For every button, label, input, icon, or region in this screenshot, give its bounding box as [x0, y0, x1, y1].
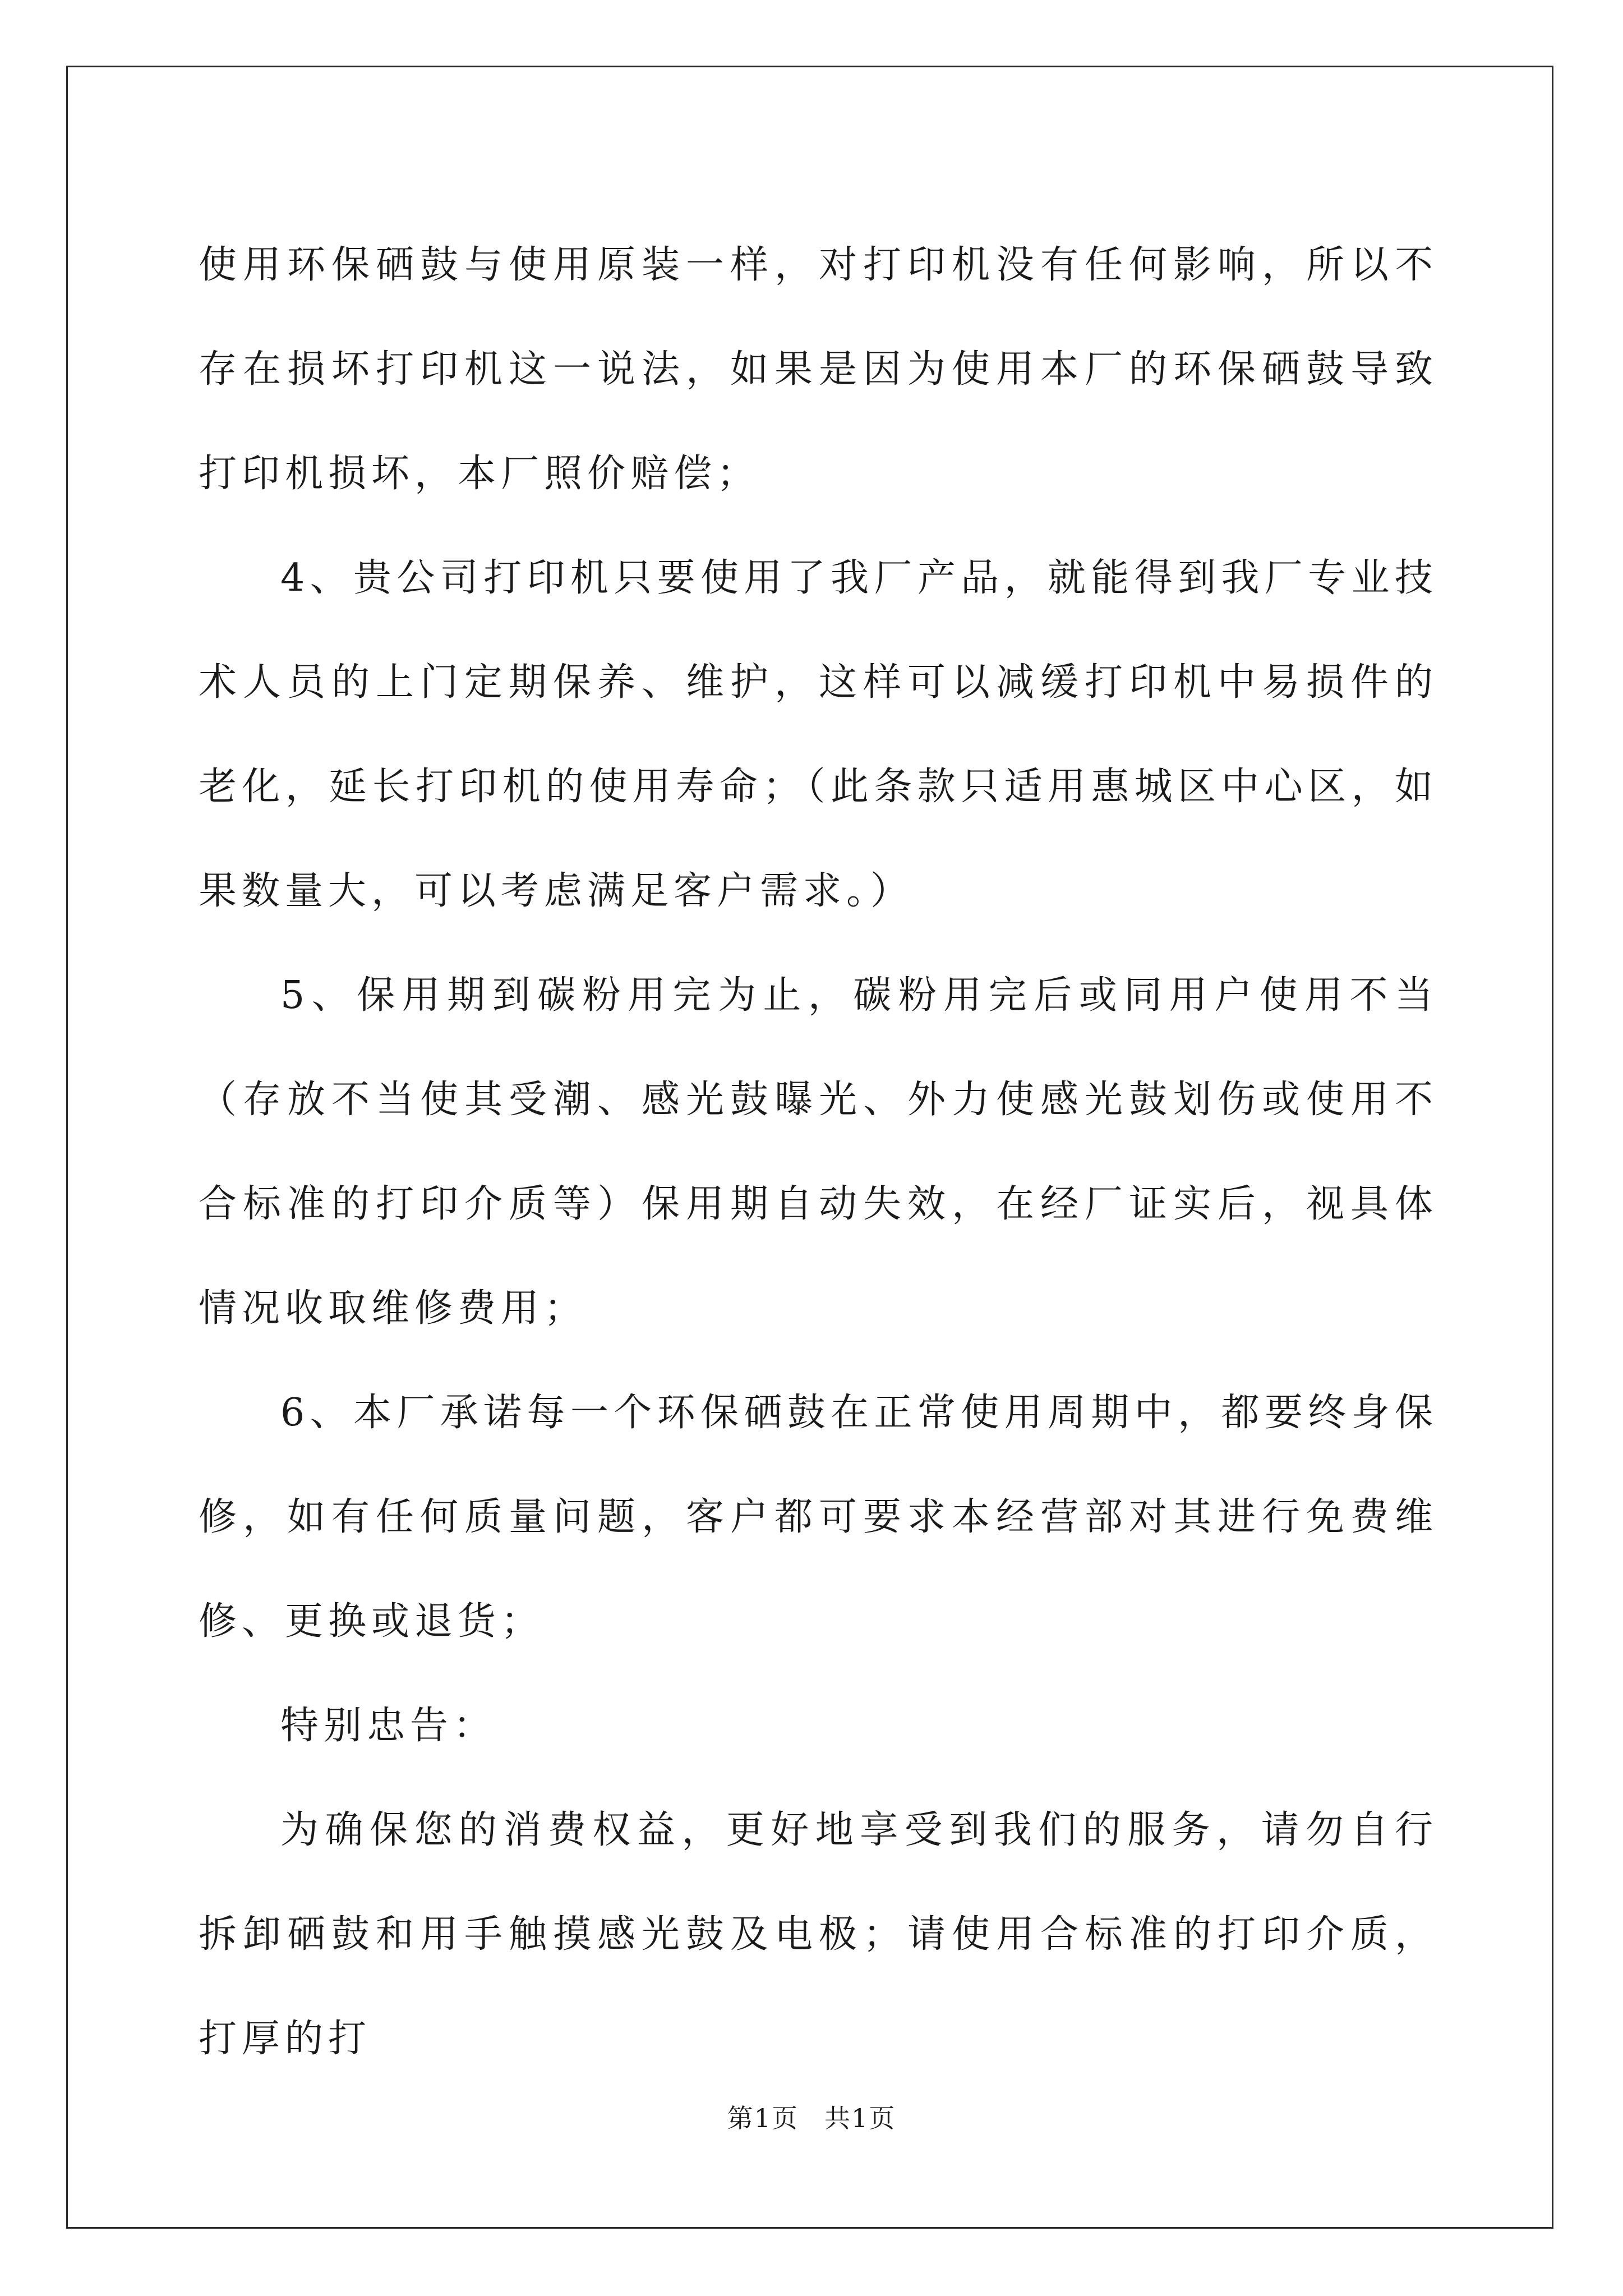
paragraph-4: 6、本厂承诺每一个环保硒鼓在正常使用周期中，都要终身保修，如有任何质量问题，客户都可要求本经营部对其进行免费维修、更换或退货；	[199, 1391, 1438, 1644]
paragraph-2: 4、贵公司打印机只要使用了我厂产品，就能得到我厂专业技术人员的上门定期保养、维护，这样可以减缓打印机中易损件的老化，延长打印机的使用寿命；（此条款只适用惠城区中心区，如果数量大，可以考虑满足客户需求。）	[199, 556, 1438, 913]
page-number-current: 第1页	[727, 2103, 799, 2133]
paragraph-1: 使用环保硒鼓与使用原装一样，对打印机没有任何影响，所以不存在损坏打印机这一说法，如果是因为使用本厂的环保硒鼓导致打印机损坏，本厂照价赔偿；	[199, 243, 1438, 496]
paragraph-special-warning-heading: 特别忠告：	[280, 1704, 497, 1748]
page-number-total: 共1页	[824, 2103, 896, 2133]
paragraph-3: 5、保用期到碳粉用完为止，碳粉用完后或同用户使用不当（存放不当使其受潮、感光鼓曝光、外力使感光鼓划伤或使用不合标准的打印介质等）保用期自动失效，在经厂证实后，视具体情况收取维修费用；	[199, 973, 1438, 1331]
paragraph-5: 为确保您的消费权益，更好地享受到我们的服务，请勿自行拆卸硒鼓和用手触摸感光鼓及电极；请使用合标准的打印介质，打厚的打	[199, 1808, 1438, 2061]
document-body	[199, 213, 1438, 2091]
page-footer	[0, 2098, 1623, 2135]
